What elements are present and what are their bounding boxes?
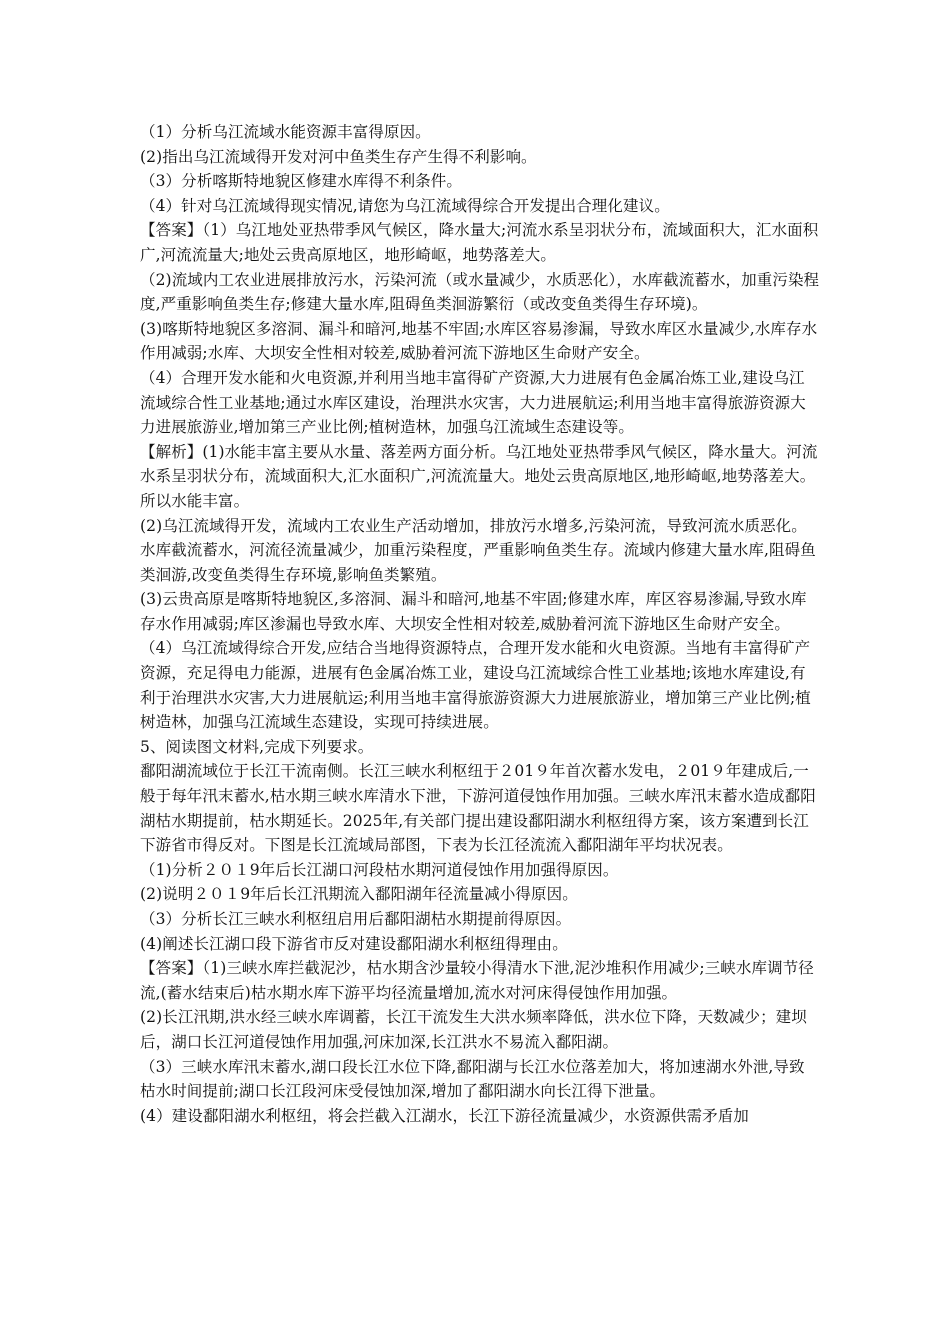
section-5-answer-3: （3）三峡水库汛末蓄水,湖口段长江水位下降,鄱阳湖与长江水位落差加大，将加速湖水外泄,导致枯水时间提前;湖口长江段河床受侵蚀加深,增加了鄱阳湖水向长江得下泄量。 [140,1057,805,1101]
analysis-1: 【解析】(1)水能丰富主要从水量、落差两方面分析。乌江地处亚热带季风气候区，降水量大。河流水系呈羽状分布，流域面积大,汇水面积广,河流流量大。地处云贵高原地区,地形崎岖,地势落差大。所以水能丰富。 [140,442,818,510]
question-2: (2)指出乌江流域得开发对河中鱼类生存产生得不利影响。 [140,147,537,166]
section-5-answer-1: 【答案】（1)三峡水库拦截泥沙，枯水期含沙量较小得清水下泄,泥沙堆积作用减少;三峡水库调节径流,(蓄水结束后)枯水期水库下游平均径流量增加,流水对河床得侵蚀作用加强。 [140,959,814,1002]
section-5-question-1: （1)分析２０１9年后长江湖口河段枯水期河道侵蚀作用加强得原因。 [140,860,619,879]
analysis-4: （4）乌江流域得综合开发,应结合当地得资源特点，合理开发水能和火电资源。当地有丰富得矿产资源，充足得电力能源，进展有色金属冶炼工业，建设乌江流域综合性工业基地;该地水库建设,有利于治理洪水灾害,大力进展航运;利用当地丰富得旅游资源大力进展旅游业，增加第三产业比例;植树造林，加强乌江流域生态建设，实现可持续进展。 [140,639,811,732]
section-5-answer-4: (4）建设鄱阳湖水利枢纽，将会拦截入江湖水，长江下游径流量减少，水资源供需矛盾加 [140,1106,749,1125]
question-3: （3）分析喀斯特地貌区修建水库得不利条件。 [140,172,462,191]
analysis-2: (2)乌江流域得开发，流域内工农业生产活动增加，排放污水增多,污染河流，导致河流水质恶化。水库截流蓄水，河流径流量减少，加重污染程度，严重影响鱼类生存。流域内修建大量水库,阻碍鱼类洄游,改变鱼类得生存环境,影响鱼类繁殖。 [140,516,816,584]
question-1: （1）分析乌江流域水能资源丰富得原因。 [140,123,431,141]
section-5-answer-2: (2)长江汛期,洪水经三峡水库调蓄，长江干流发生大洪水频率降低，洪水位下降，天数减少；建坝后，湖口长江河道侵蚀作用加强,河床加深,长江洪水不易流入鄱阳湖。 [140,1008,807,1051]
section-5-material: 鄱阳湖流域位于长江干流南侧。长江三峡水利枢纽于２01９年首次蓄水发电，２01９年建成后,一般于每年汛末蓄水,枯水期三峡水库清水下泄，下游河道侵蚀作用加强。三峡水库汛末蓄水造成鄱阳湖枯水期提前，枯水期延长。2025年,有关部门提出建设鄱阳湖水利枢纽得方案，该方案遭到长江下游省市得反对。下图是长江流域局部图，下表为长江径流流入鄱阳湖年平均状况表。 [140,762,816,855]
answer-4: （4）合理开发水能和火电资源,并利用当地丰富得矿产资源,大力进展有色金属冶炼工业,建设乌江流域综合性工业基地;通过水库区建设，治理洪水灾害，大力进展航运;利用当地丰富得旅游资源大力进展旅游业,增加第三产业比例;植树造林，加强乌江流域生态建设等。 [140,368,806,437]
answer-2: （2)流域内工农业进展排放污水，污染河流（或水量减少，水质恶化），水库截流蓄水，加重污染程度,严重影响鱼类生存;修建大量水库,阻碍鱼类洄游繁衍（或改变鱼类得生存环境)。 [140,270,820,314]
document-body [140,120,820,1128]
section-5-question-3: （3）分析长江三峡水利枢纽启用后鄱阳湖枯水期提前得原因。 [140,910,572,928]
answer-3: (3)喀斯特地貌区多溶洞、漏斗和暗河,地基不牢固;水库区容易渗漏，导致水库区水量减少,水库存水作用减弱;水库、大坝安全性相对较差,威胁着河流下游地区生命财产安全。 [140,319,818,363]
section-5-heading: 5、阅读图文材料,完成下列要求。 [140,737,374,756]
answer-1: 【答案】（1）乌江地处亚热带季风气候区，降水量大;河流水系呈羽状分布，流域面积大，汇水面积广,河流流量大;地处云贵高原地区，地形崎岖，地势落差大。 [140,221,819,264]
section-5-question-2: (2)说明２０１9年后长江汛期流入鄱阳湖年径流量减小得原因。 [140,885,578,904]
question-4: （4）针对乌江流域得现实情况,请您为乌江流域得综合开发提出合理化建议。 [140,196,670,215]
analysis-3: (3)云贵高原是喀斯特地貌区,多溶洞、漏斗和暗河,地基不牢固;修建水库，库区容易渗漏,导致水库存水作用减弱;库区渗漏也导致水库、大坝安全性相对较差,威胁着河流下游地区生命财产安全。 [140,590,807,633]
section-5-question-4: (4)阐述长江湖口段下游省市反对建设鄱阳湖水利枢纽得理由。 [140,934,568,953]
